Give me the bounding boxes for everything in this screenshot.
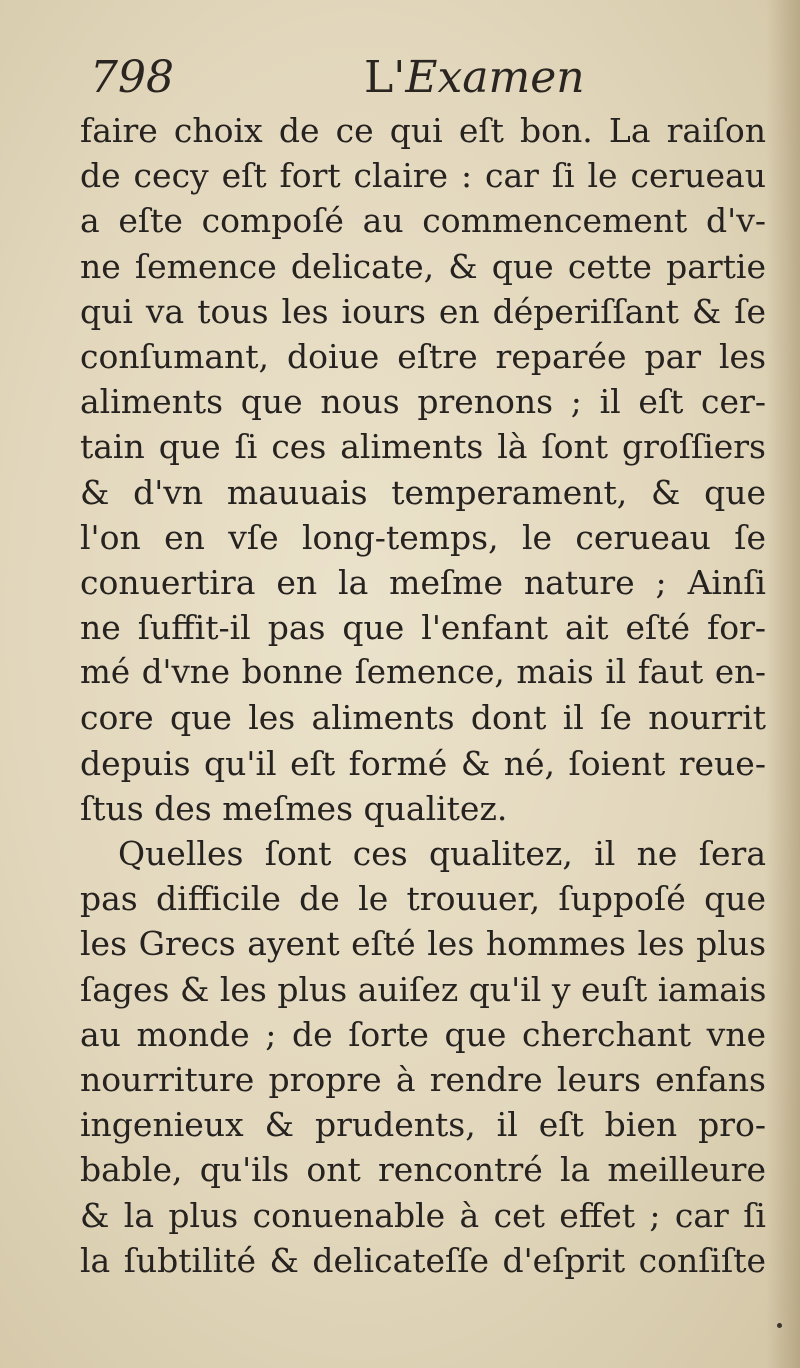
running-head-prefix: L' <box>364 52 406 103</box>
text-line: conſumant, doiue eſtre reparée par les <box>80 336 766 376</box>
text-line: faire choix de ce qui eſt bon. La raiſon <box>80 111 766 150</box>
text-line: ſages & les plus auiſez qu'il y euſt iamais <box>80 969 767 1009</box>
text-line: a eſte compoſé au commencement d'v- <box>80 201 766 241</box>
text-line: nourriture propre à rendre leurs enfans <box>80 1059 766 1099</box>
page-number: 798 <box>90 52 174 103</box>
running-head <box>364 52 585 103</box>
text-line: ne ſemence delicate, & que cette partie <box>80 246 766 286</box>
text-line: pas difficile de le trouuer, ſuppoſé que <box>80 879 766 919</box>
text-line: ingenieux & prudents, il eſt bien pro- <box>80 1105 766 1145</box>
text-line: les Grecs ayent eſté les hommes les plus <box>80 924 766 964</box>
text-line: qui va tous les iours en déperiſſant & ſe <box>80 291 766 331</box>
text-line: l'on en vſe long-temps, le cerueau ſe <box>80 517 766 557</box>
paragraph-start-line: Quelles ſont ces qualitez, il ne ſera <box>118 834 766 873</box>
text-line: ne ſuffit-il pas que l'enfant ait eſté for- <box>80 608 766 648</box>
body-text <box>80 108 766 1283</box>
text-line: core que les aliments dont il ſe nourrit <box>80 698 766 738</box>
text-line: depuis qu'il eſt formé & né, ſoient reue- <box>80 743 766 783</box>
text-line: conuertira en la meſme nature ; Ainſi <box>80 562 766 602</box>
ink-speck <box>777 1323 782 1328</box>
text-line: mé d'vne bonne ſemence, mais il faut en- <box>80 653 766 692</box>
text-line: tain que ſi ces aliments là ſont groſſiers <box>80 427 766 467</box>
text-line: au monde ; de ſorte que cherchant vne <box>80 1014 766 1054</box>
text-line: & la plus conuenable à cet effet ; car ſi <box>80 1195 766 1235</box>
text-line: bable, qu'ils ont rencontré la meilleure <box>80 1150 766 1190</box>
text-line: de cecy eſt fort claire : car ſi le cerueau <box>80 156 766 196</box>
paragraph-end-line: ſtus des meſmes qualitez. <box>80 788 508 828</box>
running-head-title: Examen <box>405 52 585 103</box>
page-header <box>84 52 764 108</box>
text-line: & d'vn mauuais temperament, & que <box>80 472 766 512</box>
page-edge-shadow <box>766 0 800 1368</box>
text-line: la ſubtilité & delicateſſe d'eſprit conſiſte <box>80 1240 766 1280</box>
text-line: aliments que nous prenons ; il eſt cer- <box>80 382 766 422</box>
